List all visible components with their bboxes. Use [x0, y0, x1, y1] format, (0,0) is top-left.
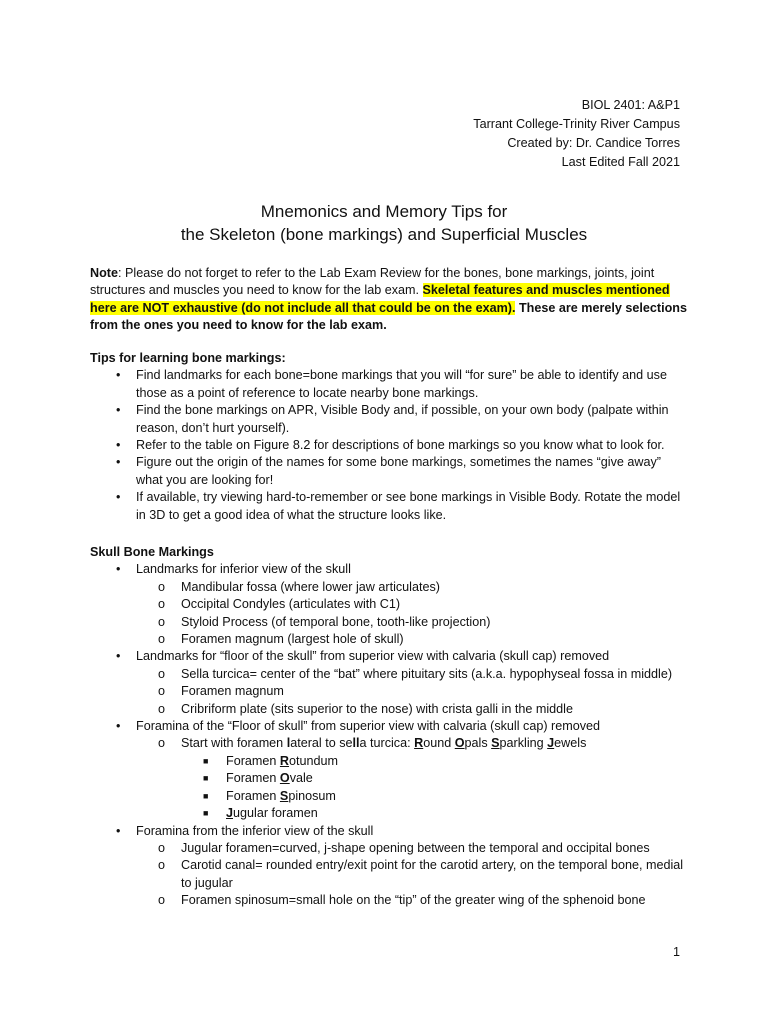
- circle-bullet-icon: o: [158, 684, 166, 699]
- circle-bullet-icon: o: [158, 701, 166, 716]
- author-label: Created by: Dr. Candice Torres: [507, 136, 680, 150]
- list-item: • Find landmarks for each bone=bone markings that you will “for sure” be able to identify and use those as a point of reference to locate nearby bone markings.: [116, 368, 667, 400]
- bullet-icon: •: [116, 719, 121, 734]
- list-item: o Foramen spinosum=small hole on the “tip” of the greater wing of the sphenoid bone: [90, 892, 690, 909]
- list-item: • Figure out the origin of the names for some bone markings, sometimes the names “give away” what you are looking for!: [116, 455, 661, 487]
- list-item: o Foramen magnum: [90, 683, 690, 700]
- edited-label: Last Edited Fall 2021: [561, 155, 680, 169]
- page-number: 1: [672, 945, 680, 959]
- list-item: • Refer to the table on Figure 8.2 for descriptions of bone markings so you know what to look for.: [90, 437, 690, 454]
- list-item: • If available, try viewing hard-to-remember or see bone markings in Visible Body. Rotate the model in 3D to get a good idea of what the structure looks like.: [116, 490, 681, 522]
- circle-bullet-icon: o: [158, 666, 166, 681]
- bullet-icon: •: [116, 403, 121, 418]
- bullet-icon: •: [116, 649, 121, 664]
- skull-list: [90, 561, 690, 909]
- square-bullet-icon: ■: [203, 808, 209, 819]
- document-title: [0, 200, 768, 246]
- list-item: • Foramina from the inferior view of the skull o Jugular foramen=curved, j-shape opening between the temporal and occipital bones o Carotid canal= rounded entry/exit point for the carotid artery, on the temporal bone, medial to jugular o Foramen spinosum=small hole on the “tip” of the greater wing of the sphenoid bone: [90, 823, 690, 910]
- list-item: o Cribriform plate (sits superior to the nose) with crista galli in the middle: [90, 701, 690, 718]
- tips-heading: Tips for learning bone markings:: [90, 351, 286, 365]
- circle-bullet-icon: o: [158, 858, 166, 873]
- circle-bullet-icon: o: [158, 840, 166, 855]
- list-item: • Foramina of the “Floor of skull” from superior view with calvaria (skull cap) removed o Start with foramen lateral to sella turcica: Round Opals Sparkling Jewels ■ Foramen Rotundum ■ Foramen Ovale ■ Foramen Spinosum ■ Jugular foramen: [90, 718, 690, 822]
- bullet-icon: •: [116, 368, 121, 383]
- square-bullet-icon: ■: [203, 773, 209, 784]
- circle-bullet-icon: o: [158, 597, 166, 612]
- list-item: • Landmarks for inferior view of the skull o Mandibular fossa (where lower jaw articulates) o Occipital Condyles (articulates with C1) o Styloid Process (of temporal bone, tooth-like projection) o Foramen magnum (largest hole of skull): [90, 561, 690, 648]
- bullet-icon: •: [116, 490, 121, 505]
- tips-list: [90, 367, 690, 524]
- note-bold-tail: These are merely selections from the ones you need to know for the lab exam.: [90, 300, 687, 333]
- bullet-icon: •: [116, 438, 121, 453]
- course-label: BIOL 2401: A&P1: [581, 98, 680, 112]
- list-item: ■ Foramen Ovale: [90, 770, 690, 787]
- square-bullet-icon: ■: [203, 755, 209, 766]
- circle-bullet-icon: o: [158, 893, 166, 908]
- campus-label: Tarrant College-Trinity River Campus: [473, 117, 680, 131]
- mnemonic-item: o Start with foramen lateral to sella turcica: Round Opals Sparkling Jewels ■ Foramen Rotundum ■ Foramen Ovale ■ Foramen Spinosum ■ Jugular foramen: [90, 735, 690, 822]
- document-header: [473, 96, 680, 172]
- list-item: o Foramen magnum (largest hole of skull): [90, 631, 690, 648]
- list-item: o Mandibular fossa (where lower jaw articulates): [90, 579, 690, 596]
- list-item: o Jugular foramen=curved, j-shape opening between the temporal and occipital bones: [90, 840, 690, 857]
- tips-section: [90, 350, 690, 524]
- title-line-2: the Skeleton (bone markings) and Superficial Muscles: [180, 225, 588, 244]
- list-item: • Find the bone markings on APR, Visible Body and, if possible, on your own body (palpate within reason, don’t hurt yourself).: [116, 403, 669, 435]
- sub-sub-list: [181, 753, 690, 823]
- sub-list: [136, 579, 690, 649]
- note-text: : Please do not forget to refer to the Lab Exam Review for the bones, bone markings, joints, joint structures and muscles you need to know for the lab exam.: [90, 266, 655, 298]
- circle-bullet-icon: o: [158, 736, 166, 751]
- title-line-1: Mnemonics and Memory Tips for: [260, 202, 508, 221]
- list-item: o Carotid canal= rounded entry/exit point for the carotid artery, on the temporal bone, medial to jugular: [158, 858, 684, 890]
- list-item: • Landmarks for “floor of the skull” from superior view with calvaria (skull cap) removed o Sella turcica= center of the “bat” where pituitary sits (a.k.a. hypophyseal fossa in middle) o Foramen magnum o Cribriform plate (sits superior to the nose) with crista galli in the middle: [90, 648, 690, 718]
- sub-list: [136, 666, 690, 718]
- list-item: o Sella turcica= center of the “bat” where pituitary sits (a.k.a. hypophyseal fossa in middle): [90, 666, 690, 683]
- list-item: ■ Jugular foramen: [90, 805, 690, 822]
- bullet-icon: •: [116, 455, 121, 470]
- note-label: Note: [90, 266, 118, 280]
- sub-list: [136, 735, 690, 822]
- list-item: o Styloid Process (of temporal bone, tooth-like projection): [90, 614, 690, 631]
- sub-list: [136, 840, 690, 910]
- circle-bullet-icon: o: [158, 632, 166, 647]
- note-paragraph: [90, 265, 690, 335]
- list-item: ■ Foramen Rotundum: [90, 753, 690, 770]
- skull-section: [90, 544, 690, 910]
- note-highlight: Skeletal features and muscles mentioned here are NOT exhaustive (do not include all that could be on the exam).: [90, 283, 670, 315]
- list-item: o Occipital Condyles (articulates with C1): [90, 596, 690, 613]
- square-bullet-icon: ■: [203, 790, 209, 801]
- list-item: ■ Foramen Spinosum: [90, 788, 690, 805]
- bullet-icon: •: [116, 562, 121, 577]
- bullet-icon: •: [116, 823, 121, 838]
- circle-bullet-icon: o: [158, 614, 166, 629]
- circle-bullet-icon: o: [158, 579, 166, 594]
- skull-heading: Skull Bone Markings: [90, 545, 214, 559]
